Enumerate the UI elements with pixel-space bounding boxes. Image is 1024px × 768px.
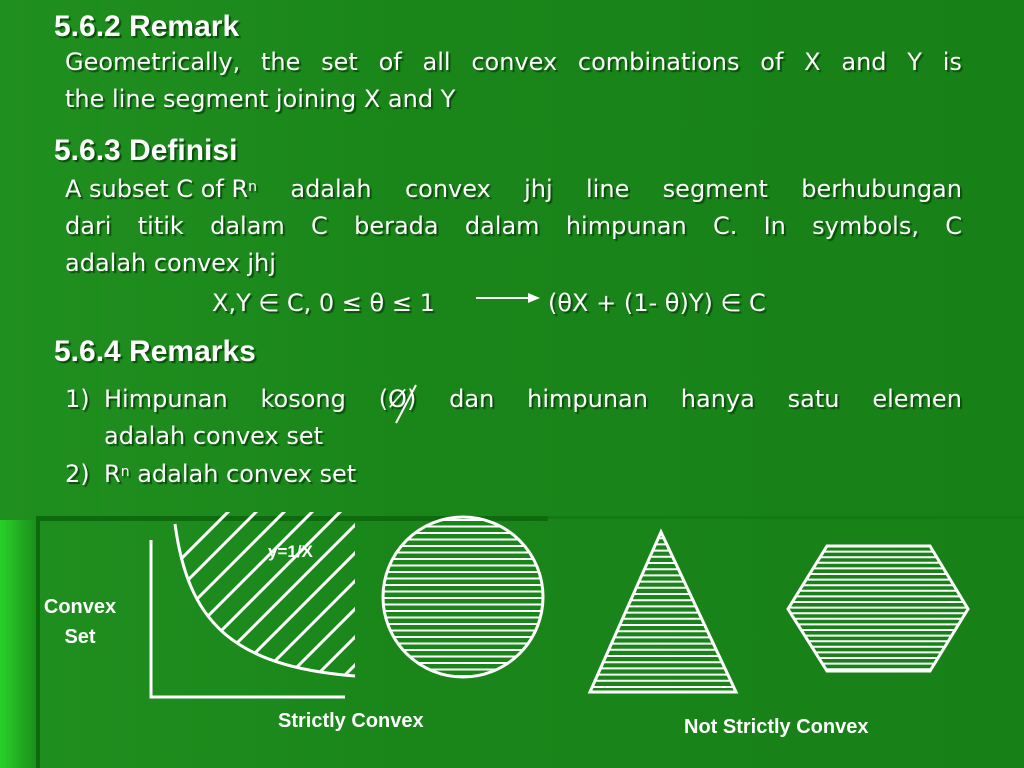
remark-item-1-line-2: adalah convex set	[104, 422, 324, 450]
remark-line-1-word: is	[942, 48, 962, 76]
remark-item-1-line-1-word: kosong	[260, 385, 346, 413]
definisi-heading: 5.6.3 Definisi	[54, 134, 238, 167]
remarks-heading: 5.6.4 Remarks	[54, 335, 256, 368]
definisi-line-2-word: In	[763, 212, 786, 240]
remark-line-1-word: combinations	[577, 48, 740, 76]
definisi-line-1-word: adalah	[290, 175, 372, 203]
remark-item-1-line-1-word: elemen	[872, 385, 962, 413]
strictly-convex-label: Strictly Convex	[278, 710, 424, 732]
triangle-hatch	[585, 532, 740, 693]
remark-item-1-line-1-word: hanya	[680, 385, 755, 413]
remark-line-1-word: all	[422, 48, 451, 76]
remark-line-1-word: convex	[471, 48, 558, 76]
curve-label: y=1/X	[268, 542, 313, 561]
definisi-line-2-word: C	[311, 212, 328, 240]
remark-item-1-line-1-word: Himpunan	[104, 385, 228, 413]
remark-line-1-word: and	[841, 48, 887, 76]
remark-item-1-line-1-word: dan	[449, 385, 495, 413]
convex-set-label-line-2: Set	[64, 626, 96, 648]
remark-line-1-word: the	[260, 48, 301, 76]
hyperbola-curve	[175, 524, 355, 676]
remark-item-1-line-1-word: (Ø)	[378, 385, 417, 413]
definisi-line-2-word: dari	[65, 212, 112, 240]
remark-line-1-word: Geometrically,	[65, 48, 241, 76]
definisi-line-1-word: segment	[662, 175, 768, 203]
formula-right: (θX + (1- θ)Y) ∈ C	[548, 289, 766, 317]
definisi-line-2-word: dalam	[464, 212, 540, 240]
remark-item-1-number: 1)	[65, 385, 90, 413]
not-strictly-convex-label: Not Strictly Convex	[684, 716, 869, 738]
convex-set-label-line-1: Convex	[43, 596, 117, 618]
empty-set-slash	[396, 385, 416, 423]
definisi-line-3: adalah convex jhj	[65, 249, 276, 277]
remark-item-1-line-1-word: satu	[787, 385, 840, 413]
remark-item-2-number: 2)	[65, 460, 90, 488]
definisi-line-2-word: C.	[712, 212, 738, 240]
definisi-line-1-word: line	[586, 175, 630, 203]
definisi-line-2-word: symbols,	[812, 212, 919, 240]
definisi-line-2-word: titik	[137, 212, 184, 240]
hatch-line	[124, 500, 324, 700]
remark-line-1-word: X	[804, 48, 821, 76]
remark-line-1-word: set	[321, 48, 358, 76]
remark-line-1-word: of	[760, 48, 784, 76]
remark-item-2: $R^n$ adalah convex set	[104, 460, 357, 488]
definisi-line-2-word: berada	[354, 212, 439, 240]
definisi-line-2-word: dalam	[210, 212, 285, 240]
remark-line-2: the line segment joining X and Y	[65, 85, 456, 113]
remark-line-1-word: Y	[907, 48, 922, 76]
remark-item-1-line-1-word: himpunan	[527, 385, 648, 413]
definisi-line-1-word: jhj	[524, 175, 553, 203]
definisi-line-1-word: convex	[404, 175, 491, 203]
remark-heading: 5.6.2 Remark	[54, 10, 240, 43]
formula-left: X,Y ∈ C, 0 ≤ θ ≤ 1	[212, 289, 435, 317]
definisi-line-2-word: himpunan	[565, 212, 687, 240]
remark-line-1-word: of	[378, 48, 402, 76]
definisi-line-2-word: C	[945, 212, 962, 240]
definisi-line-1-start: A subset C of $R^n$	[65, 175, 258, 203]
definisi-line-1-word: berhubungan	[801, 175, 962, 203]
